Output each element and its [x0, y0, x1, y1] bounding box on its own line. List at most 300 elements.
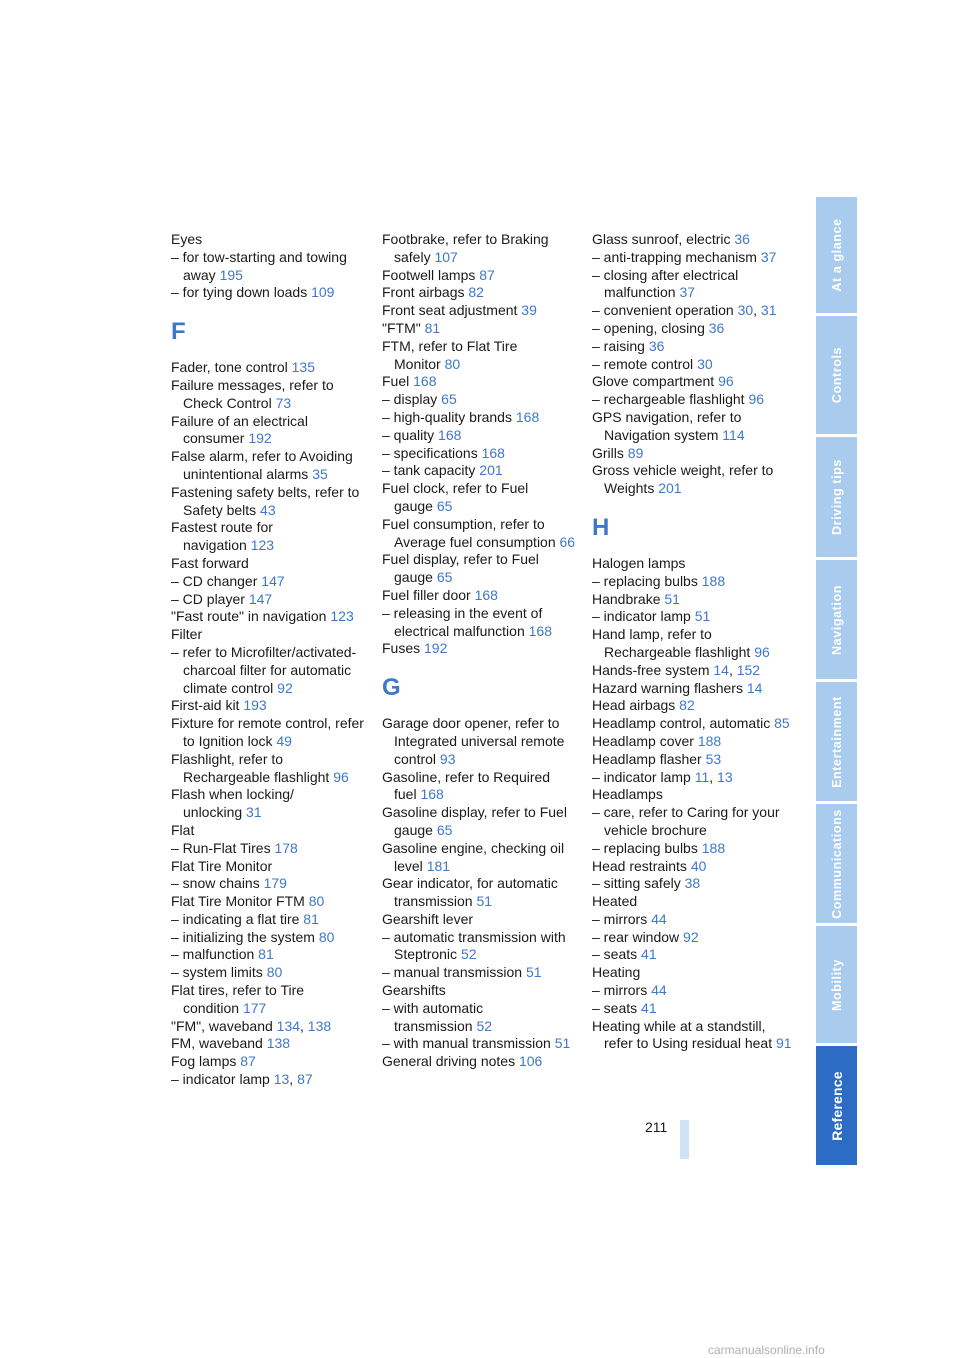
page-link[interactable]: 30 — [697, 355, 713, 372]
index-entry-text: Garage door opener, refer to Integrated universal remote control — [382, 715, 565, 767]
index-entry — [592, 555, 792, 573]
index-entry — [382, 391, 582, 409]
page-link[interactable]: 14 — [746, 679, 763, 696]
index-entry-text: – Run-Flat Tires — [171, 839, 271, 856]
page-link[interactable]: 96 — [333, 768, 349, 785]
index-entry — [592, 373, 792, 391]
index-entry — [592, 680, 792, 698]
index-entry-text: Fixture for remote control, refer to Ignition lock — [171, 715, 364, 749]
index-entry-text: Headlamp cover — [592, 732, 694, 749]
index-entry-text: Flat tires, refer to Tire condition — [171, 982, 305, 1016]
index-entry-text: Gasoline engine, checking oil level — [382, 839, 565, 874]
index-entry — [382, 445, 582, 463]
index-entry — [592, 1000, 792, 1018]
page-link[interactable]: 168 — [413, 373, 437, 390]
index-entry — [382, 320, 582, 338]
page-link[interactable]: 30 — [737, 302, 754, 319]
page-link[interactable]: 41 — [641, 999, 657, 1016]
index-entry — [592, 982, 792, 1000]
index-entry — [592, 751, 792, 769]
index-entry-text: "FTM" — [382, 319, 421, 336]
index-entry — [382, 284, 582, 302]
index-entry-text: General driving notes — [382, 1053, 516, 1070]
index-entry-text: Front airbags — [382, 284, 465, 301]
page-link[interactable]: 37 — [679, 284, 696, 301]
tab-navigation[interactable] — [816, 560, 857, 679]
index-entry — [592, 733, 792, 751]
page-link[interactable]: 168 — [474, 586, 498, 603]
index-entry-text: Flash when locking/ unlocking — [171, 786, 294, 821]
page-link[interactable]: 107 — [434, 248, 458, 265]
tab-entertainment[interactable] — [816, 682, 857, 801]
page-link[interactable]: 35 — [312, 465, 328, 482]
index-entry-text: Gross vehicle weight, refer to Weights — [592, 462, 774, 497]
page-link[interactable]: 193 — [243, 697, 267, 714]
index-entry — [592, 858, 792, 876]
page-link[interactable]: 188 — [701, 839, 726, 856]
page-link[interactable]: 80 — [444, 355, 461, 372]
index-entry — [382, 427, 582, 445]
index-entry-text: Fuses — [382, 640, 421, 657]
index-entry — [171, 929, 367, 947]
index-entry-text: – quality — [382, 426, 435, 443]
index-entry — [592, 715, 792, 733]
page-link[interactable]: 40 — [690, 857, 707, 874]
index-entry-text: Headlamps — [592, 786, 663, 803]
tab-label: Controls — [829, 346, 844, 404]
index-entry-text: Fuel display, refer to Fuel gauge — [382, 551, 539, 586]
index-entry — [592, 409, 792, 445]
index-entry — [171, 982, 367, 1018]
page-link[interactable]: 168 — [528, 622, 552, 639]
index-entry — [171, 1035, 367, 1053]
page-link[interactable]: 179 — [263, 875, 287, 892]
index-entry — [592, 804, 792, 840]
index-entry-text: Handbrake — [592, 590, 661, 607]
page-link[interactable]: 13 — [273, 1071, 290, 1088]
index-entry-text: Headlamp control, automatic — [592, 715, 771, 732]
index-entry-text: – seats — [592, 999, 638, 1016]
page-link[interactable]: 31 — [760, 302, 777, 319]
index-entry-text: – mirrors — [592, 910, 648, 927]
page-link[interactable]: 14 — [713, 661, 729, 678]
index-entry — [592, 462, 792, 498]
index-entry-text: – rechargeable flashlight — [592, 391, 745, 408]
index-entry — [592, 929, 792, 947]
page-link[interactable]: 188 — [701, 572, 726, 589]
index-entry — [592, 356, 792, 374]
index-entry — [382, 373, 582, 391]
index-entry — [171, 519, 367, 555]
index-entry — [592, 946, 792, 964]
index-entry — [382, 409, 582, 427]
index-entry — [592, 391, 792, 409]
page-link[interactable]: 37 — [760, 248, 777, 265]
tab-at-a-glance[interactable] — [816, 197, 857, 313]
index-entry-text: – high-quality brands — [382, 408, 512, 425]
page-link[interactable]: 92 — [683, 928, 699, 945]
index-entry — [382, 804, 582, 840]
page-link[interactable]: 96 — [718, 373, 734, 390]
index-entry: Hands-free system 14, 152 — [592, 661, 761, 678]
index-entry-text: Flat Tire Monitor — [171, 857, 273, 874]
section-letter-g: G — [382, 674, 401, 702]
index-entry-text: – indicating a flat tire — [171, 910, 300, 927]
page-link[interactable]: 52 — [476, 1017, 493, 1034]
index-entry-text: – for tow-starting and towing away — [171, 248, 347, 283]
page-link[interactable]: 11 — [694, 768, 710, 785]
index-entry — [382, 715, 582, 768]
index-entry — [171, 1053, 367, 1071]
index-entry-text: – manual transmission — [382, 964, 523, 981]
index-entry — [592, 893, 792, 911]
index-entry — [171, 751, 367, 787]
page-link[interactable]: 87 — [297, 1071, 313, 1088]
index-entry — [382, 982, 582, 1000]
page-link[interactable]: 188 — [697, 732, 722, 749]
index-entry — [382, 516, 582, 552]
index-entry — [382, 587, 582, 605]
page-link[interactable]: 36 — [708, 319, 725, 336]
index-entry-text: Fader, tone control — [171, 359, 288, 376]
index-entry — [171, 231, 367, 249]
page-link[interactable]: 168 — [438, 426, 462, 443]
index-entry-text: Flashlight, refer to Rechargeable flashlight — [171, 750, 330, 785]
index-entry: – convenient operation 30, 31 — [592, 302, 777, 319]
page-link[interactable]: 93 — [439, 750, 456, 767]
footer-watermark: carmanualsonline.info — [708, 1343, 825, 1357]
index-entry-text: – snow chains — [171, 875, 260, 892]
index-entry — [382, 302, 582, 320]
index-entry-text: Hand lamp, refer to Rechargeable flashlight — [592, 626, 751, 660]
index-entry — [592, 573, 792, 591]
index-entry — [592, 697, 792, 715]
index-entry — [592, 608, 792, 626]
page-link[interactable]: 51 — [554, 1035, 571, 1052]
index-entry: – indicator lamp 13, 87 — [171, 1071, 313, 1088]
index-entry-text: Flat — [171, 821, 195, 838]
index-entry-text: Fog lamps — [171, 1053, 237, 1070]
index-entry-text: Footbrake, refer to Braking safely — [382, 231, 549, 265]
page-link[interactable]: 123 — [250, 537, 275, 554]
index-entry — [382, 929, 582, 965]
page-link[interactable]: 51 — [525, 964, 542, 981]
page-link[interactable]: 65 — [436, 821, 453, 838]
page-link[interactable]: 36 — [734, 231, 750, 247]
page-link[interactable]: 81 — [258, 946, 274, 963]
index-entry-text: – specifications — [382, 444, 478, 461]
index-entry — [592, 786, 792, 804]
index-entry-text: Fast forward — [171, 554, 249, 571]
index-entry-text: – indicator lamp — [592, 768, 691, 785]
index-entry-text: – display — [382, 391, 438, 408]
page-link[interactable]: 152 — [736, 661, 761, 678]
index-entry — [171, 284, 367, 302]
index-entry-text: – rear window — [592, 928, 680, 945]
page-link[interactable]: 181 — [426, 857, 451, 874]
page-link[interactable]: 96 — [748, 391, 765, 408]
page-link[interactable]: 82 — [679, 697, 695, 714]
index-entry: "FM", waveband 134, 138 — [171, 1017, 332, 1034]
index-entry-text: FTM, refer to Flat Tire Monitor — [382, 337, 518, 372]
index-entry — [382, 840, 582, 876]
index-entry — [171, 911, 367, 929]
page-link[interactable]: 49 — [276, 732, 292, 749]
index-entry — [171, 822, 367, 840]
index-entry-text: Eyes — [171, 231, 203, 247]
index-entry — [592, 445, 792, 463]
index-entry-text: Glass sunroof, electric — [592, 231, 731, 247]
page-link[interactable]: 51 — [694, 608, 711, 625]
index-entry — [382, 640, 582, 658]
page-link[interactable]: 65 — [441, 391, 457, 408]
index-entry-text: – anti-trapping mechanism — [592, 248, 757, 265]
tab-mobility[interactable] — [816, 926, 857, 1043]
index-entry-text: – indicator lamp — [171, 1071, 270, 1088]
index-entry — [171, 448, 367, 484]
index-column-2 — [382, 231, 582, 1071]
index-entry-text: Fuel filler door — [382, 586, 471, 603]
page-link[interactable]: 109 — [311, 284, 335, 301]
page-link[interactable]: 92 — [277, 679, 293, 696]
index-entry-text: Gasoline display, refer to Fuel gauge — [382, 804, 567, 838]
index-entry-text: Gear indicator, for automatic transmission — [382, 875, 558, 910]
index-entry-text: – closing after electrical malfunction — [592, 266, 739, 301]
page-link[interactable]: 85 — [774, 715, 790, 732]
page-link[interactable]: 81 — [424, 319, 441, 336]
index-entry — [171, 715, 367, 751]
index-entry-text: False alarm, refer to Avoiding unintentional alarms — [171, 448, 353, 482]
page-link[interactable]: 51 — [664, 590, 680, 607]
page-link[interactable]: 192 — [424, 640, 448, 657]
index-entry-text: – seats — [592, 946, 638, 963]
section-tabs — [816, 197, 857, 1168]
index-entry-text: Fastening safety belts, refer to Safety belts — [171, 483, 360, 518]
page-link[interactable]: 80 — [266, 964, 283, 981]
index-entry — [382, 231, 582, 267]
index-entry-text: Failure of an electrical consumer — [171, 412, 308, 447]
index-entry — [171, 359, 367, 377]
index-entry-text: – care, refer to Caring for your vehicle brochure — [592, 804, 780, 838]
page-link[interactable]: 73 — [275, 394, 292, 411]
index-entry: – indicator lamp 11, 13 — [592, 768, 733, 785]
index-entry — [592, 964, 792, 982]
page-link[interactable]: 147 — [248, 590, 273, 607]
index-entry-text: Headlamp flasher — [592, 750, 702, 767]
page-link[interactable]: 178 — [274, 839, 298, 856]
page-link[interactable]: 201 — [479, 462, 503, 479]
index-entry — [592, 249, 792, 267]
index-entry — [592, 840, 792, 858]
index-entry — [592, 591, 792, 609]
page-number-bar — [680, 1120, 689, 1159]
index-entry-text: Head airbags — [592, 697, 676, 714]
index-entry — [382, 1053, 582, 1071]
index-entry-text: Heated — [592, 893, 638, 910]
page-link[interactable]: 81 — [303, 910, 319, 927]
index-entry-text: – releasing in the event of electrical malfunction — [382, 604, 543, 639]
page-link[interactable]: 38 — [684, 875, 701, 892]
tab-label: Entertainment — [829, 695, 844, 788]
index-entry-text: – convenient operation — [592, 302, 734, 319]
index-entry — [592, 626, 792, 662]
index-entry-text: – malfunction — [171, 946, 255, 963]
index-entry-text: Fuel clock, refer to Fuel gauge — [382, 480, 529, 514]
index-entry-text: Gearshifts — [382, 982, 446, 999]
index-entry-text: Heating while at a standstill, refer to Using residual heat — [592, 1017, 773, 1052]
tab-label: Driving tips — [829, 459, 844, 535]
index-entry-text: Gasoline, refer to Required fuel — [382, 768, 551, 803]
index-entry-text: Fastest route for navigation — [171, 519, 273, 554]
page-link[interactable]: 44 — [651, 910, 667, 927]
index-entry — [171, 697, 367, 715]
index-entry-text: – system limits — [171, 964, 263, 981]
index-entry — [382, 769, 582, 805]
index-entry — [171, 555, 367, 573]
index-entry — [382, 1035, 582, 1053]
page-link[interactable]: 80 — [318, 928, 335, 945]
page-link[interactable]: 138 — [266, 1035, 291, 1052]
index-entry-text: Fuel — [382, 373, 410, 390]
page-link[interactable]: 168 — [481, 444, 505, 461]
index-entry-text: – indicator lamp — [592, 608, 691, 625]
page-link[interactable]: 192 — [248, 430, 272, 447]
page-link[interactable]: 123 — [330, 608, 354, 625]
page-link[interactable]: 41 — [641, 946, 657, 963]
page-link[interactable]: 65 — [436, 497, 453, 514]
index-entry-text: – initializing the system — [171, 928, 315, 945]
index-entry-text: Gearshift lever — [382, 910, 474, 927]
index-entry-text: "Fast route" in navigation — [171, 608, 327, 625]
page-link[interactable]: 52 — [460, 946, 477, 963]
page-link[interactable]: 91 — [775, 1035, 792, 1052]
page-number: 211 — [645, 1119, 668, 1135]
tab-communications[interactable] — [816, 804, 857, 923]
index-entry — [171, 591, 367, 609]
index-entry-text: GPS navigation, refer to Navigation system — [592, 408, 742, 443]
index-entry-text: – CD changer — [171, 572, 258, 589]
tab-label: At a glance — [829, 218, 844, 292]
index-entry — [382, 1000, 582, 1036]
page-link[interactable]: 89 — [627, 444, 644, 461]
tab-label: Mobility — [829, 958, 844, 1011]
page-link[interactable]: 138 — [307, 1017, 332, 1034]
page-link[interactable]: 168 — [420, 786, 444, 803]
index-entry — [171, 875, 367, 893]
index-entry-text: – refer to Microfilter/activated-charcoal filter for automatic climate control — [171, 643, 357, 696]
index-entry-text: Head restraints — [592, 857, 687, 874]
index-entry-text: – with manual transmission — [382, 1035, 551, 1052]
tab-label: Navigation — [829, 584, 844, 655]
page-link[interactable]: 13 — [717, 768, 733, 785]
index-entry — [171, 573, 367, 591]
tab-controls[interactable] — [816, 316, 857, 434]
page-link[interactable]: 39 — [521, 302, 537, 319]
page-link[interactable]: 177 — [242, 999, 267, 1016]
page-link[interactable]: 66 — [559, 533, 576, 550]
index-entry — [171, 413, 367, 449]
index-entry — [171, 893, 367, 911]
index-entry — [592, 911, 792, 929]
tab-label: Communications — [829, 808, 844, 919]
page-link[interactable]: 195 — [219, 266, 243, 283]
page-link[interactable]: 43 — [260, 501, 276, 518]
index-entry — [171, 608, 367, 626]
page-link[interactable]: 168 — [515, 408, 540, 425]
index-entry — [592, 875, 792, 893]
page-link[interactable]: 147 — [261, 572, 285, 589]
index-entry-text: – replacing bulbs — [592, 572, 698, 589]
index-entry — [171, 946, 367, 964]
page-link[interactable]: 31 — [246, 804, 262, 821]
page-link[interactable]: 135 — [291, 359, 315, 376]
index-entry-text: – CD player — [171, 590, 245, 607]
index-entry — [382, 267, 582, 285]
index-entry — [382, 551, 582, 587]
page-link[interactable]: 82 — [468, 284, 484, 301]
index-entry-text: "FM", waveband — [171, 1017, 273, 1034]
page-link[interactable]: 65 — [436, 569, 453, 586]
index-entry — [382, 911, 582, 929]
index-entry-text: Footwell lamps — [382, 266, 476, 283]
index-entry-text: Flat Tire Monitor FTM — [171, 893, 305, 910]
page-link[interactable]: 80 — [308, 893, 325, 910]
index-entry-text: Hazard warning flashers — [592, 679, 743, 696]
index-entry — [171, 626, 367, 644]
index-entry — [382, 964, 582, 982]
page-link[interactable]: 53 — [705, 750, 722, 767]
index-entry-text: – raising — [592, 337, 645, 354]
index-entry-text: Glove compartment — [592, 373, 715, 390]
index-entry — [171, 377, 367, 413]
page-link[interactable]: 106 — [518, 1053, 543, 1070]
index-entry — [171, 249, 367, 285]
index-entry-text: – opening, closing — [592, 319, 705, 336]
index-column-1 — [171, 231, 367, 1089]
index-entry — [171, 840, 367, 858]
index-entry-text: Front seat adjustment — [382, 302, 518, 319]
section-letter-f: F — [171, 318, 186, 346]
page-link[interactable]: 201 — [658, 480, 682, 497]
index-entry — [592, 1018, 792, 1054]
index-entry — [382, 462, 582, 480]
page-link[interactable]: 51 — [476, 893, 493, 910]
page-link[interactable]: 44 — [651, 982, 667, 999]
index-entry — [382, 338, 582, 374]
tab-driving-tips[interactable] — [816, 437, 857, 557]
page-link[interactable]: 36 — [648, 337, 665, 354]
index-entry-text: Failure messages, refer to Check Control — [171, 376, 334, 411]
index-entry — [382, 875, 582, 911]
index-entry — [592, 338, 792, 356]
index-entry-text: – remote control — [592, 355, 694, 372]
tab-reference[interactable] — [816, 1046, 857, 1165]
index-entry-text: – tank capacity — [382, 462, 476, 479]
page-link[interactable]: 114 — [722, 426, 745, 443]
index-column-3 — [592, 231, 792, 1053]
page-link[interactable]: 134 — [276, 1017, 301, 1034]
index-entry — [592, 267, 792, 303]
index-entry-text: – automatic transmission with Steptronic — [382, 928, 566, 963]
page-link[interactable]: 87 — [240, 1053, 256, 1070]
page-link[interactable]: 96 — [754, 643, 770, 660]
index-entry — [171, 644, 367, 697]
section-letter-h: H — [592, 513, 610, 541]
index-entry-text: Hands-free system — [592, 661, 710, 678]
index-entry — [171, 964, 367, 982]
page-link[interactable]: 87 — [479, 266, 495, 283]
index-entry-text: Heating — [592, 964, 641, 981]
